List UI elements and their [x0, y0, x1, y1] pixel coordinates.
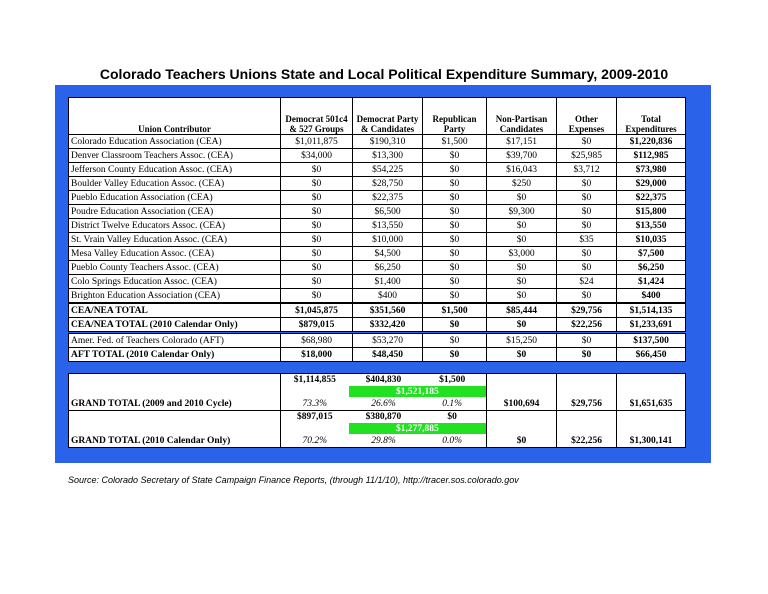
cell: $190,310 — [353, 135, 423, 149]
cell: $0 — [557, 135, 617, 149]
aft-row — [69, 334, 686, 348]
cell: $68,980 — [281, 334, 353, 348]
cell: $879,015 — [281, 318, 353, 332]
grand-split-cell — [281, 374, 487, 411]
cell: $0 — [487, 219, 557, 233]
cell: $0 — [281, 261, 353, 275]
cell: $15,250 — [487, 334, 557, 348]
cell: $29,756 — [557, 374, 617, 411]
cell: $0 — [423, 233, 487, 247]
cell: $6,250 — [353, 261, 423, 275]
grand-total-table — [68, 373, 686, 448]
cell: $0 — [281, 205, 353, 219]
cell: $1,400 — [353, 275, 423, 289]
grand-label: GRAND TOTAL (2010 Calendar Only) — [69, 411, 281, 448]
cell: 0.0% — [442, 436, 463, 446]
cell: $897,015 — [297, 412, 333, 422]
cell: Colorado Education Association (CEA) — [69, 135, 281, 149]
cell: $29,756 — [557, 303, 617, 318]
cell: $404,830 — [365, 375, 402, 385]
cell: AFT TOTAL (2010 Calendar Only) — [69, 348, 281, 362]
cell: $1,114,855 — [293, 375, 336, 385]
col-header: Total Expenditures — [617, 98, 686, 135]
cell: $66,450 — [617, 348, 686, 362]
cell: $400 — [353, 289, 423, 304]
cell: $0 — [557, 177, 617, 191]
cell: $0 — [423, 334, 487, 348]
cell: $1,500 — [439, 375, 466, 385]
cell: $0 — [487, 348, 557, 362]
cell: $13,300 — [353, 149, 423, 163]
cell: Pueblo County Teachers Assoc. (CEA) — [69, 261, 281, 275]
col-header: Democrat Party & Candidates — [353, 98, 423, 135]
cell: $0 — [281, 275, 353, 289]
cell: Jefferson County Education Assoc. (CEA) — [69, 163, 281, 177]
cell: $0 — [557, 289, 617, 304]
header-row — [69, 98, 686, 135]
cell: $0 — [423, 289, 487, 304]
cell: $0 — [423, 348, 487, 362]
cell: Boulder Valley Education Assoc. (CEA) — [69, 177, 281, 191]
cell: $7,500 — [617, 247, 686, 261]
cell: $0 — [423, 219, 487, 233]
grand-split-cell — [281, 411, 487, 448]
table-row — [69, 149, 686, 163]
cell: $9,300 — [487, 205, 557, 219]
cell: $0 — [487, 318, 557, 332]
cell: $0 — [557, 261, 617, 275]
cell: $0 — [557, 348, 617, 362]
cell: $13,550 — [353, 219, 423, 233]
cell: $10,035 — [617, 233, 686, 247]
cell: $1,233,691 — [617, 318, 686, 332]
cell: $0 — [557, 334, 617, 348]
cell: $4,500 — [353, 247, 423, 261]
table-row — [69, 163, 686, 177]
cell: Colo Springs Education Assoc. (CEA) — [69, 275, 281, 289]
cell: $0 — [281, 177, 353, 191]
table-row — [69, 177, 686, 191]
cell: $35 — [557, 233, 617, 247]
cell: $22,256 — [557, 411, 617, 448]
cell: $0 — [447, 412, 457, 422]
cell: $0 — [281, 219, 353, 233]
cell: $0 — [487, 411, 557, 448]
cell: $16,043 — [487, 163, 557, 177]
combined-highlight: $1,521,185 — [349, 386, 486, 397]
cell: $39,700 — [487, 149, 557, 163]
combined-highlight: $1,277,885 — [349, 423, 486, 434]
cell: $0 — [557, 219, 617, 233]
cea-2010-row — [69, 318, 686, 332]
cell: $28,750 — [353, 177, 423, 191]
cell: Amer. Fed. of Teachers Colorado (AFT) — [69, 334, 281, 348]
cell: $18,000 — [281, 348, 353, 362]
cell: $0 — [557, 247, 617, 261]
cell: $0 — [423, 261, 487, 275]
cell: $0 — [423, 149, 487, 163]
cell: $0 — [487, 191, 557, 205]
page-title: Colorado Teachers Unions State and Local Political Expenditure Summary, 2009-2010 — [99, 66, 669, 82]
cell: $53,270 — [353, 334, 423, 348]
cell: $1,011,875 — [281, 135, 353, 149]
cell: $0 — [557, 191, 617, 205]
cell: 26.6% — [371, 399, 396, 409]
cell: $250 — [487, 177, 557, 191]
cell: 29.8% — [371, 436, 396, 446]
cell: $1,500 — [423, 303, 487, 318]
cell: Mesa Valley Education Assoc. (CEA) — [69, 247, 281, 261]
cell: $29,000 — [617, 177, 686, 191]
cell: CEA/NEA TOTAL (2010 Calendar Only) — [69, 318, 281, 332]
cell: $6,500 — [353, 205, 423, 219]
table-row — [69, 261, 686, 275]
cell: $380,870 — [365, 412, 402, 422]
cell: $1,045,875 — [281, 303, 353, 318]
cell: $0 — [281, 289, 353, 304]
cell: $22,256 — [557, 318, 617, 332]
cell: $0 — [281, 163, 353, 177]
cell: $34,000 — [281, 149, 353, 163]
cell: $1,514,135 — [617, 303, 686, 318]
table-row — [69, 275, 686, 289]
cell: $85,444 — [487, 303, 557, 318]
cell: $13,550 — [617, 219, 686, 233]
col-header: Non-Partisan Candidates — [487, 98, 557, 135]
cell: $1,651,635 — [617, 374, 686, 411]
table-row — [69, 233, 686, 247]
cell: $112,985 — [617, 149, 686, 163]
cell: $1,424 — [617, 275, 686, 289]
cell: $17,151 — [487, 135, 557, 149]
cell: $0 — [487, 261, 557, 275]
cell: $24 — [557, 275, 617, 289]
source-note: Source: Colorado Secretary of State Campaign Finance Reports, (through 11/1/10), http://tracer.sos.colorado.gov — [68, 475, 519, 485]
cell: $0 — [423, 247, 487, 261]
cell: $0 — [423, 205, 487, 219]
cell: $10,000 — [353, 233, 423, 247]
col-header: Republican Party — [423, 98, 487, 135]
cell: $0 — [423, 275, 487, 289]
grand-label: GRAND TOTAL (2009 and 2010 Cycle) — [69, 374, 281, 411]
cell: $0 — [423, 177, 487, 191]
cell: St. Vrain Valley Education Assoc. (CEA) — [69, 233, 281, 247]
cell: CEA/NEA TOTAL — [69, 303, 281, 318]
cell: $0 — [487, 275, 557, 289]
cell: $6,250 — [617, 261, 686, 275]
table-row — [69, 219, 686, 233]
table-row — [69, 135, 686, 149]
table-row — [69, 289, 686, 304]
cell: Poudre Education Association (CEA) — [69, 205, 281, 219]
cell: $0 — [557, 205, 617, 219]
cell: $25,985 — [557, 149, 617, 163]
cell: $15,800 — [617, 205, 686, 219]
cell: $0 — [423, 163, 487, 177]
grand-total-row-1 — [69, 374, 686, 411]
cell: 70.2% — [302, 436, 328, 446]
table-row — [69, 247, 686, 261]
cell: $3,712 — [557, 163, 617, 177]
aft-total-row — [69, 348, 686, 362]
cell: $22,375 — [353, 191, 423, 205]
cell: 73.3% — [302, 399, 328, 409]
cell: $48,450 — [353, 348, 423, 362]
cea-total-row — [69, 303, 686, 318]
cell: $0 — [423, 318, 487, 332]
cell: $1,220,836 — [617, 135, 686, 149]
col-header: Other Expenses — [557, 98, 617, 135]
cell: District Twelve Educators Assoc. (CEA) — [69, 219, 281, 233]
aft-table — [68, 333, 686, 362]
cell: $22,375 — [617, 191, 686, 205]
cell: $1,300,141 — [617, 411, 686, 448]
cell: $332,420 — [353, 318, 423, 332]
cell: Pueblo Education Association (CEA) — [69, 191, 281, 205]
table-row — [69, 205, 686, 219]
cell: $54,225 — [353, 163, 423, 177]
cell: $0 — [281, 233, 353, 247]
cell: $351,560 — [353, 303, 423, 318]
cell: $400 — [617, 289, 686, 304]
col-header: Union Contributor — [69, 98, 281, 135]
cell: $0 — [423, 191, 487, 205]
cell: $3,000 — [487, 247, 557, 261]
cell: $0 — [281, 191, 353, 205]
table-row — [69, 191, 686, 205]
cell: $0 — [281, 247, 353, 261]
cell: $0 — [487, 233, 557, 247]
cell: $1,500 — [423, 135, 487, 149]
col-header: Democrat 501c4 & 527 Groups — [281, 98, 353, 135]
cell: 0.1% — [442, 399, 463, 409]
cell: $100,694 — [487, 374, 557, 411]
cell: $137,500 — [617, 334, 686, 348]
cell: Brighton Education Association (CEA) — [69, 289, 281, 304]
cea-table — [68, 97, 686, 332]
cell: $0 — [487, 289, 557, 304]
cell: $73,980 — [617, 163, 686, 177]
grand-total-row-2 — [69, 411, 686, 448]
cell: Denver Classroom Teachers Assoc. (CEA) — [69, 149, 281, 163]
